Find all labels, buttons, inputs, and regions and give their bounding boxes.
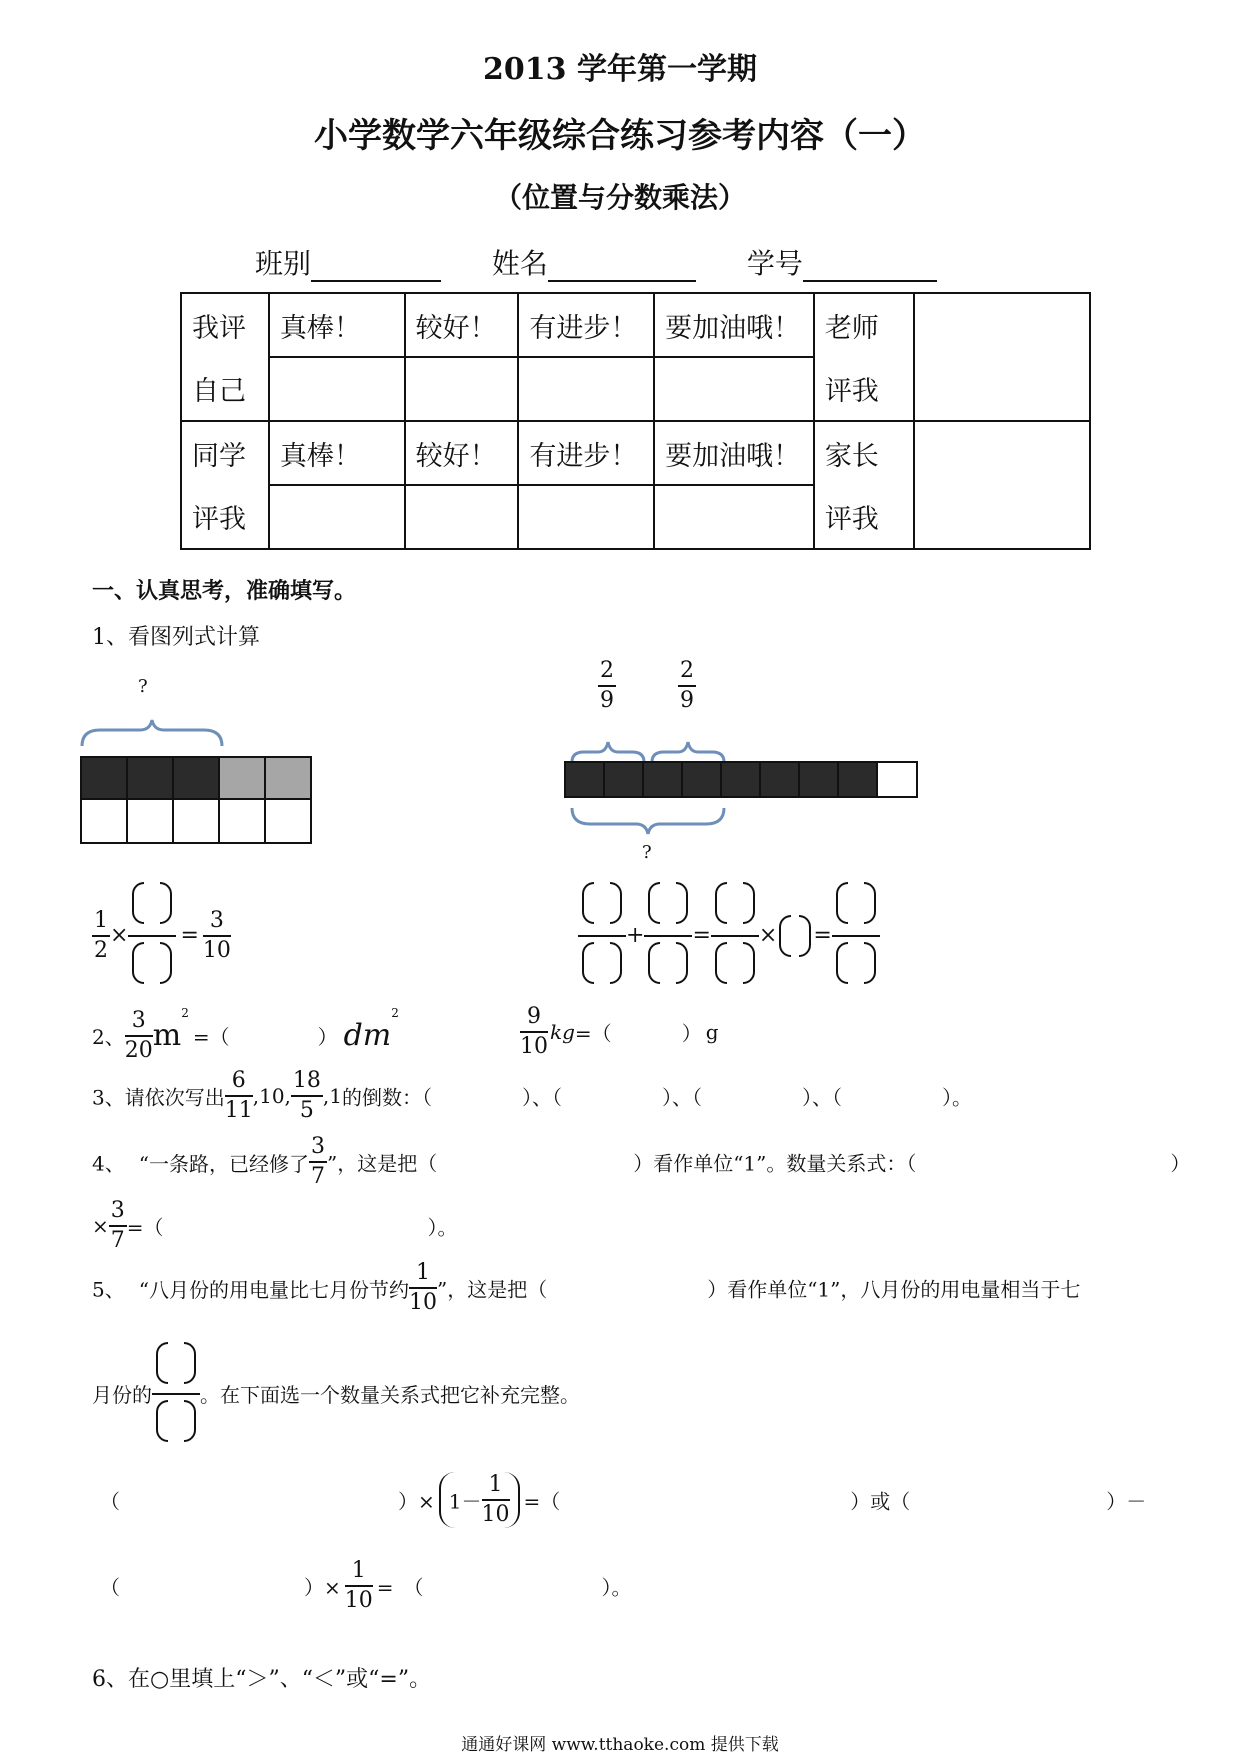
numerator: 3 — [125, 1010, 153, 1037]
denominator: 10 — [202, 937, 231, 963]
denominator: 10 — [520, 1034, 548, 1059]
blank-paren[interactable] — [130, 940, 174, 986]
right-bottom-brace — [570, 806, 730, 836]
q2-row — [92, 1006, 399, 1062]
times-sign: × — [758, 923, 778, 948]
q5-relation-2 — [100, 1560, 632, 1612]
parent-label-2: 评我 — [814, 485, 914, 549]
q5-row-2 — [92, 1340, 580, 1447]
times-sign: ）× — [304, 1575, 341, 1600]
q4-text-1: “一条路，已经修了 — [138, 1151, 309, 1176]
equals-sign: = — [813, 923, 832, 948]
page-title: 小学数学六年级综合练习参考内容（一） — [314, 116, 926, 156]
rating-check-cell[interactable] — [518, 485, 654, 549]
left-brace — [80, 718, 225, 748]
q5-text-3: ）看作单位“1”，八月份的用电量相当于七 — [707, 1277, 1081, 1302]
equals-sign: = — [180, 923, 199, 948]
q3-label: 3、请依次写出 — [92, 1085, 225, 1110]
class-label: 班别 — [255, 247, 312, 280]
rating-check-cell[interactable] — [269, 357, 405, 421]
denominator: 7 — [310, 1164, 325, 1189]
class-blank[interactable] — [311, 247, 441, 282]
close-end: ）。 — [601, 1575, 632, 1600]
blank-paren[interactable] — [713, 940, 757, 986]
id-label: 学号 — [746, 247, 803, 280]
q5-relation-1 — [100, 1472, 1146, 1528]
left-question-mark: ? — [138, 676, 148, 697]
rating-cell: 有进步！ — [518, 421, 654, 485]
numerator: 1 — [409, 1262, 437, 1289]
numerator: 2 — [678, 660, 696, 687]
q5-text-4a: 月份的 — [92, 1383, 152, 1407]
equals-open: =（ — [523, 1489, 561, 1514]
rating-check-cell[interactable] — [405, 485, 519, 549]
q1-right-equation — [578, 880, 880, 991]
blank-paren[interactable] — [834, 940, 878, 986]
unit-kg: kg — [550, 1020, 575, 1044]
q6-label: 6、在○里填上“＞”、“＜”或“=”。 — [92, 1667, 432, 1692]
one-minus: 1－ — [448, 1489, 482, 1514]
right-fraction-2 — [678, 660, 696, 712]
equals-open: = （ — [376, 1575, 424, 1600]
close-paren: ） — [317, 1025, 338, 1049]
rating-check-cell[interactable] — [518, 357, 654, 421]
times-sign: × — [92, 1214, 109, 1238]
denominator: 7 — [110, 1228, 125, 1253]
self-eval-label-1: 我评 — [181, 293, 269, 357]
page-subtitle: （位置与分数乘法） — [493, 181, 746, 214]
separator: ,1 — [322, 1084, 342, 1108]
denominator: 9 — [680, 688, 694, 713]
denominator: 5 — [299, 1098, 314, 1123]
denominator: 2 — [94, 937, 108, 963]
q1-left-equation — [92, 880, 231, 991]
q5-text-2: ”，这是把（ — [436, 1277, 548, 1302]
teacher-label-1: 老师 — [814, 293, 914, 357]
denominator: 20 — [124, 1037, 153, 1063]
unit-m: m — [152, 1018, 182, 1053]
rating-cell: 真棒！ — [269, 293, 405, 357]
numerator: 9 — [520, 1006, 548, 1033]
denominator: 10 — [481, 1502, 510, 1527]
right-fraction-1 — [598, 660, 616, 712]
plus-sign: + — [626, 923, 645, 948]
unit-g: g — [705, 1020, 719, 1044]
q5-text-1: “八月份的用电量比七月份节约 — [138, 1277, 409, 1302]
q4-row — [92, 1136, 1190, 1188]
numerator: 1 — [92, 910, 110, 937]
numerator: 2 — [598, 660, 616, 687]
q2-label: 2、 — [92, 1025, 125, 1049]
rating-check-cell[interactable] — [654, 485, 814, 549]
numerator: 18 — [291, 1070, 323, 1097]
q4-row-2 — [92, 1200, 458, 1252]
q1-label: 1、看图列式计算 — [92, 625, 260, 650]
close-paren: ） — [681, 1021, 702, 1046]
times-sign: × — [110, 923, 129, 948]
q5-row — [92, 1262, 1080, 1314]
q4-text-4: ） — [1170, 1151, 1191, 1176]
numerator: 3 — [203, 910, 231, 937]
self-eval-label-2: 自己 — [181, 357, 269, 421]
numerator: 1 — [482, 1474, 510, 1501]
footer-text: 通通好课网 www.tthaoke.com 提供下载 — [461, 1735, 779, 1755]
unit-dm: dm — [343, 1018, 392, 1053]
numerator: 6 — [225, 1070, 253, 1097]
rating-cell: 有进步！ — [518, 293, 654, 357]
or-text: ）或（ — [850, 1489, 911, 1514]
numerator: 3 — [309, 1136, 327, 1163]
q3-row — [92, 1070, 972, 1122]
blank-paren[interactable] — [580, 940, 624, 986]
q3-text: 的倒数：（ — [342, 1085, 432, 1110]
right-bar-diagram — [564, 761, 920, 799]
name-blank[interactable] — [548, 247, 696, 282]
rating-check-cell[interactable] — [654, 357, 814, 421]
open-paren: （ — [100, 1489, 120, 1514]
blank-paren[interactable] — [130, 880, 174, 926]
blank-paren[interactable] — [154, 1398, 198, 1444]
blank-paren[interactable] — [154, 1340, 198, 1386]
parent-comment-cell[interactable] — [914, 421, 1090, 549]
denominator: 9 — [600, 688, 614, 713]
numerator: 3 — [109, 1200, 127, 1227]
q5-text-4b: 。在下面选一个数量关系式把它补充完整。 — [200, 1383, 580, 1407]
equals-open: =（ — [574, 1021, 612, 1046]
peer-eval-label-2: 评我 — [181, 485, 269, 549]
blank-paren[interactable] — [834, 880, 878, 926]
blank-paren[interactable] — [777, 913, 813, 959]
close-end: ）。 — [427, 1215, 458, 1240]
numerator: 1 — [345, 1560, 373, 1587]
q4-label: 4、 — [92, 1151, 125, 1176]
blank-paren[interactable] — [646, 880, 690, 926]
right-question-mark: ? — [642, 842, 652, 863]
superscript: 2 — [391, 1006, 399, 1020]
superscript: 2 — [181, 1006, 189, 1020]
parent-label-1: 家长 — [814, 421, 914, 485]
section-heading: 一、认真思考，准确填写。 — [92, 578, 357, 604]
peer-eval-label-1: 同学 — [181, 421, 269, 485]
open-paren: （ — [100, 1575, 120, 1600]
teacher-label-2: 评我 — [814, 357, 914, 421]
times-sign: ）× — [398, 1489, 435, 1514]
denominator: 11 — [224, 1098, 253, 1123]
big-paren-expression — [439, 1472, 520, 1528]
teacher-comment-cell[interactable] — [914, 293, 1090, 421]
rating-check-cell[interactable] — [269, 485, 405, 549]
q5-label: 5、 — [92, 1277, 125, 1302]
blank-paren[interactable] — [646, 940, 690, 986]
blank-paren[interactable] — [713, 880, 757, 926]
rating-cell: 真棒！ — [269, 421, 405, 485]
equals-open: =（ — [192, 1025, 230, 1049]
evaluation-table — [180, 292, 1091, 550]
student-info — [255, 242, 937, 282]
minus-end: ）－ — [1106, 1489, 1147, 1514]
id-blank[interactable] — [803, 247, 937, 282]
denominator: 10 — [408, 1290, 437, 1315]
left-grid-diagram — [80, 756, 312, 844]
rating-check-cell[interactable] — [405, 357, 519, 421]
q2-row-b — [520, 1006, 719, 1058]
denominator: 10 — [344, 1588, 373, 1613]
equals-open: =（ — [126, 1215, 164, 1240]
equals-sign: = — [692, 923, 711, 948]
name-label: 姓名 — [491, 247, 548, 280]
blank-paren[interactable] — [580, 880, 624, 926]
separator: ,10, — [252, 1084, 291, 1108]
q4-text-2: ”，这是把（ — [326, 1151, 438, 1176]
rating-cell: 较好！ — [405, 421, 519, 485]
rating-cell: 较好！ — [405, 293, 519, 357]
q4-text-3: ）看作单位“1”。数量关系式：（ — [633, 1151, 917, 1176]
term-heading: 2013 学年第一学期 — [483, 52, 757, 87]
rating-cell: 要加油哦！ — [654, 293, 814, 357]
rating-cell: 要加油哦！ — [654, 421, 814, 485]
q3-blanks: ）、（ ）、（ ）、（ ）。 — [522, 1085, 972, 1110]
